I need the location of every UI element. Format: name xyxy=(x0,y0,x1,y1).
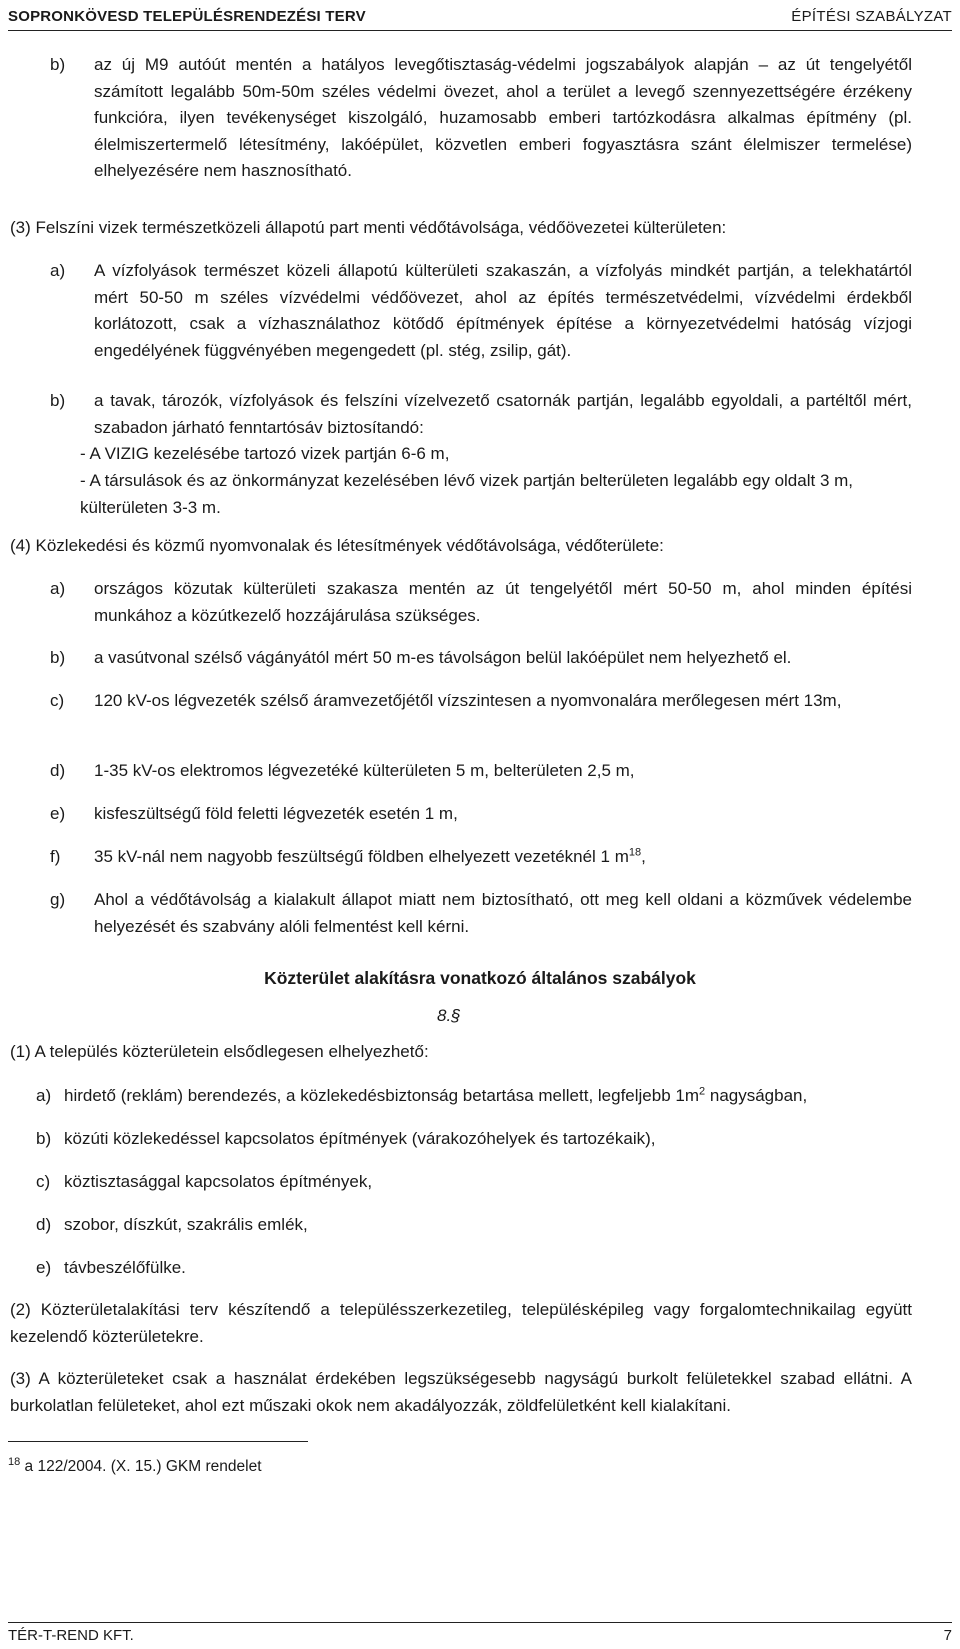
item-label: a) xyxy=(50,579,66,598)
paragraph-4f-tail: , xyxy=(641,847,646,866)
footnote-text: a 122/2004. (X. 15.) GKM rendelet xyxy=(20,1458,262,1475)
item-label: b) xyxy=(50,391,66,410)
paragraph-4c: 120 kV-os légvezeték szélső áramvezetőjétől vízszintesen a nyomvonalára merőlegesen mért 13m, xyxy=(94,691,842,710)
page-number: 7 xyxy=(943,1627,952,1644)
paragraph-3a: A vízfolyások természet közeli állapotú külterületi szakaszán, a vízfolyás mindkét partján, a telekhatártól mért 50-50 m széles vízvédelmi védőövezet, ahol az építés természetvédelmi, vízvédelmi érdekből korlátozott, csak a vízhasználathoz kötődő építmények építése a környezetvédelmi hatóság vízjogi engedélyének függvényében megengedett (pl. stég, zsilip, gát). xyxy=(94,261,912,360)
paragraph-4d: 1-35 kV-os elektromos légvezetéké külterületen 5 m, belterületen 2,5 m, xyxy=(94,761,635,780)
item-label: d) xyxy=(36,1215,52,1234)
section-paragraph-number: 8.§ xyxy=(437,1006,461,1025)
item-label: a) xyxy=(36,1086,52,1105)
paragraph-4f xyxy=(94,844,912,871)
paragraph-4g: Ahol a védőtávolság a kialakult állapot miatt nem biztosítható, ott meg kell oldani a közművek védelembe helyezését és szabvány alóli felmentést kell kérni. xyxy=(94,890,912,936)
footnote-number: 18 xyxy=(8,1455,21,1468)
dash-item-vizig: - A VIZIG kezelésébe tartozó vizek partján 6-6 m, xyxy=(80,444,450,463)
item-label: e) xyxy=(50,804,66,823)
paragraph-3b: a tavak, tározók, vízfolyások és felszíni vízelvezető csatornák partján, legalább egyoldali, a partéltől mért, szabadon járható fenntartósáv biztosítandó: xyxy=(94,391,912,437)
paragraph-s1b: közúti közlekedéssel kapcsolatos építmények (várakozóhelyek és tartozékaik), xyxy=(64,1129,656,1148)
page-header xyxy=(8,6,952,31)
paragraph-4a: országos közutak külterületi szakasza mentén az út tengelyétől mért 50-50 m, ahol minden építési munkához a közútkezelő hozzájárulása szükséges. xyxy=(94,579,912,625)
paragraph-s1e: távbeszélőfülke. xyxy=(64,1258,186,1277)
paragraph-3-heading: (3) Felszíni vizek természetközeli állapotú part menti védőtávolsága, védőövezetei külterületen: xyxy=(10,218,727,237)
footnote-separator xyxy=(8,1441,308,1442)
paragraph-m9: az új M9 autóút mentén a hatályos levegőtisztaság-védelmi jogszabályok alapján – az út tengelyétől számított legalább 50m-50m széles védelmi övezet, ahol a terület a levegő szennyezettségére érzékeny funkcióra, ilyen tevékenységet kiszolgáló, huzamosabb emberi tartózkodásra alkalmas építmény (pl. élelmiszertermelő létesítmény, lakóépület, közvetlen emberi fogyasztásra szánt élelmiszer termelése) elhelyezésére nem hasznosítható. xyxy=(94,55,912,180)
paragraph-s2: (2) Közterületalakítási terv készítendő a településszerkezetileg, településképileg vagy forgalomtechnikailag együtt kezelendő közterületekre. xyxy=(10,1300,912,1346)
item-label: a) xyxy=(50,261,66,280)
paragraph-s1d: szobor, díszkút, szakrális emlék, xyxy=(64,1215,308,1234)
item-label: f) xyxy=(50,847,61,866)
footer-company: TÉR-T-REND KFT. xyxy=(8,1627,134,1644)
paragraph-4b: a vasútvonal szélső vágányától mért 50 m-es távolságon belül lakóépület nem helyezhető el. xyxy=(94,648,792,667)
header-doc-title: SOPRONKÖVESD TELEPÜLÉSRENDEZÉSI TERV xyxy=(8,8,366,25)
item-label: c) xyxy=(36,1172,51,1191)
paragraph-4f-text: 35 kV-nál nem nagyobb feszültségű földben elhelyezett vezetéknél 1 m xyxy=(94,847,629,866)
footnote-ref: 18 xyxy=(628,846,642,859)
item-label: c) xyxy=(50,691,65,710)
item-label: d) xyxy=(50,761,66,780)
footnote xyxy=(8,1455,262,1476)
item-label: b) xyxy=(50,55,66,74)
paragraph-4e: kisfeszültségű föld feletti légvezeték esetén 1 m, xyxy=(94,804,458,823)
item-label: b) xyxy=(50,648,66,667)
paragraph-s1a-tail: nagyságban, xyxy=(705,1086,808,1105)
section-title: Közterület alakításra vonatkozó általános szabályok xyxy=(264,968,696,988)
item-label: b) xyxy=(36,1129,52,1148)
paragraph-4-heading: (4) Közlekedési és közmű nyomvonalak és létesítmények védőtávolsága, védőterülete: xyxy=(10,536,664,555)
paragraph-s1a xyxy=(64,1083,914,1110)
paragraph-s1-heading: (1) A település közterületein elsődlegesen elhelyezhető: xyxy=(10,1042,429,1061)
header-section-title: ÉPÍTÉSI SZABÁLYZAT xyxy=(791,8,952,25)
paragraph-s3: (3) A közterületeket csak a használat érdekében legszükségesebb nagyságú burkolt felületekkel szabad ellátni. A burkolatlan felületeket, ahol ezt műszaki okok nem akadályozzák, zöldfelületként kell kialakítani. xyxy=(10,1369,912,1415)
paragraph-s1a-text: hirdető (reklám) berendezés, a közlekedésbiztonság betartása mellett, legfeljebb 1m xyxy=(64,1086,700,1105)
dash-item-tarsulasok: - A társulások és az önkormányzat kezelésében lévő vizek partján belterületen legalább egy oldalt 3 m, külterületen 3-3 m. xyxy=(80,471,854,517)
item-label: g) xyxy=(50,890,66,909)
paragraph-s1c: köztisztasággal kapcsolatos építmények, xyxy=(64,1172,373,1191)
item-label: e) xyxy=(36,1258,52,1277)
page-footer xyxy=(8,1622,952,1649)
superscript: 2 xyxy=(699,1085,706,1098)
